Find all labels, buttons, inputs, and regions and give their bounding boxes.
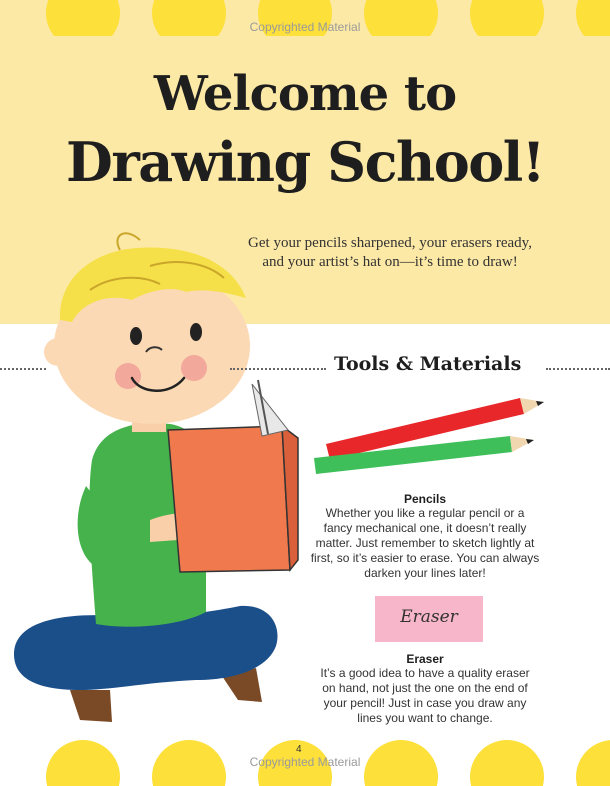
divider-middle (230, 368, 326, 370)
page-number: 4 (296, 744, 302, 755)
eraser-line: your pencil! Just in case you draw any (323, 696, 527, 710)
eraser-line: It’s a good idea to have a quality eraser (320, 666, 530, 680)
pencils-line: fancy mechanical one, it doesn’t really (323, 521, 527, 535)
divider-right (546, 368, 610, 370)
eraser-illustration (375, 596, 483, 642)
pencils-line: darken your lines later! (364, 566, 486, 580)
watermark-top: Copyrighted Material (249, 20, 361, 34)
pencils-line: first, so it’s easier to erase. You can always (310, 551, 540, 565)
intro-line-2: and your artist’s hat on—it’s time to draw! (262, 254, 518, 270)
eraser-label: Eraser (400, 607, 458, 627)
divider-left (0, 368, 46, 370)
eraser-line: on hand, not just the one on the end of (322, 681, 528, 695)
page-title-line-1: Welcome to (153, 66, 457, 122)
pencils-heading: Pencils (403, 492, 447, 506)
page-title-line-2: Drawing School! (66, 130, 544, 194)
pencils-description (260, 506, 590, 581)
intro-line-1: Get your pencils sharpened, your erasers ready, (248, 235, 532, 251)
eraser-heading: Eraser (406, 652, 444, 666)
eraser-line: lines you want to change. (357, 711, 493, 725)
eraser-description (260, 666, 590, 726)
watermark-bottom: Copyrighted Material (249, 755, 361, 769)
section-title: Tools & Materials (334, 353, 522, 375)
pencils-line: matter. Just remember to sketch lightly at (315, 536, 535, 550)
left-shoe-icon (70, 690, 112, 722)
pencils-line: Whether you like a regular pencil or a (325, 506, 525, 520)
